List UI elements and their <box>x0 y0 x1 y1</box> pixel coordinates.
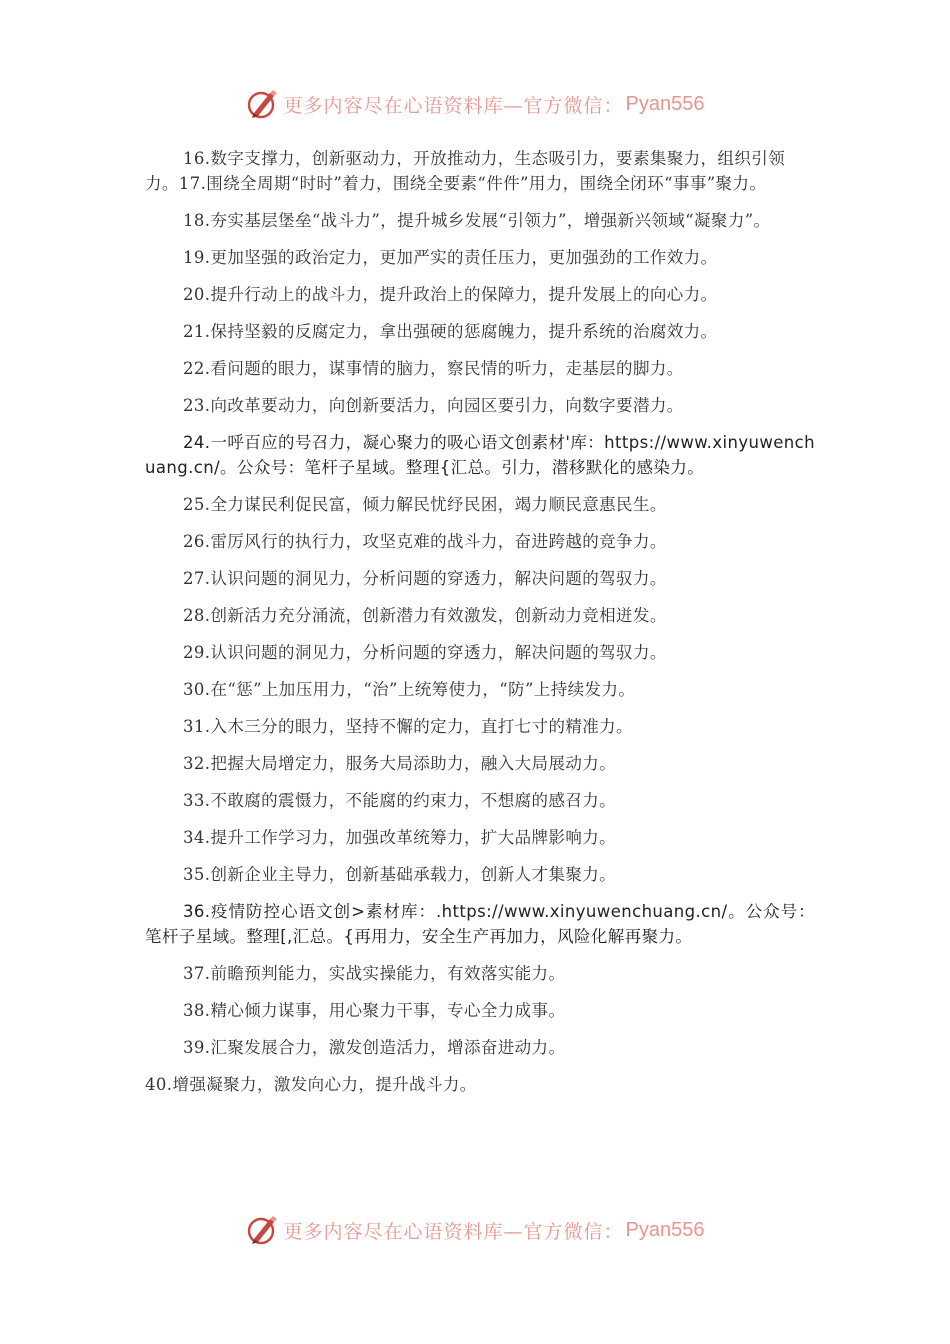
header-banner <box>0 82 950 126</box>
banner-text: 更多内容尽在心语资料库—官方微信： <box>283 94 624 117</box>
pen-logo-icon <box>246 87 280 121</box>
paragraph-23: 23.向改革要动力，向创新要活力，向园区要引力，向数字要潜力。 <box>183 396 684 415</box>
paragraph-34: 34.提升工作学习力，加强改革统筹力，扩大品牌影响力。 <box>183 828 617 847</box>
paragraph-33: 33.不敢腐的震慑力，不能腐的约束力，不想腐的感召力。 <box>183 791 617 810</box>
paragraph-20: 20.提升行动上的战斗力，提升政治上的保障力，提升发展上的向心力。 <box>183 285 718 304</box>
paragraph-36: 36.疫情防控心语文创>素材库：.https://www.xinyuwenchuang.cn/。公众号：笔杆子星域。整理[,汇总。{再用力，安全生产再加力，风险化解再聚力。 <box>145 902 815 946</box>
pen-logo-icon <box>246 1213 280 1247</box>
paragraph-21: 21.保持坚毅的反腐定力，拿出强硬的惩腐魄力，提升系统的治腐效力。 <box>183 322 718 341</box>
paragraph-28: 28.创新活力充分涌流，创新潜力有效激发，创新动力竞相迸发。 <box>183 606 667 625</box>
paragraph-24: 24.一呼百应的号召力，凝心聚力的吸心语文创素材'库：https://www.xinyuwenchuang.cn/。公众号：笔杆子星域。整理{汇总。引力，潜移默化的感染力。 <box>145 433 815 477</box>
paragraph-39: 39.汇聚发展合力，激发创造活力，增添奋进动力。 <box>183 1038 566 1057</box>
paragraph-35: 35.创新企业主导力，创新基础承载力，创新人才集聚力。 <box>183 865 617 884</box>
paragraph-37: 37.前瞻预判能力，实战实操能力，有效落实能力。 <box>183 964 566 983</box>
document-body <box>145 146 815 1109</box>
banner-handle: Pyan556 <box>625 92 705 115</box>
paragraph-27: 27.认识问题的洞见力，分析问题的穿透力，解决问题的驾驭力。 <box>183 569 667 588</box>
paragraph-25: 25.全力谋民利促民富，倾力解民忧纾民困，竭力顺民意惠民生。 <box>183 495 667 514</box>
footer-banner <box>0 1208 950 1252</box>
paragraph-38: 38.精心倾力谋事，用心聚力干事，专心全力成事。 <box>183 1001 566 1020</box>
paragraph-32: 32.把握大局增定力，服务大局添助力，融入大局展动力。 <box>183 754 617 773</box>
paragraph-40: 40.增强凝聚力，激发向心力，提升战斗力。 <box>145 1075 477 1094</box>
paragraph-18: 18.夯实基层堡垒“战斗力”，提升城乡发展“引领力”，增强新兴领域“凝聚力”。 <box>183 211 771 230</box>
paragraph-26: 26.雷厉风行的执行力，攻坚克难的战斗力，奋进跨越的竞争力。 <box>183 532 667 551</box>
paragraph-19: 19.更加坚强的政治定力，更加严实的责任压力，更加强劲的工作效力。 <box>183 248 718 267</box>
banner-text: 更多内容尽在心语资料库—官方微信： <box>283 1220 624 1243</box>
paragraph-16: 16.数字支撑力，创新驱动力，开放推动力，生态吸引力，要素集聚力，组织引领力。17.围绕全周期“时时”着力，围绕全要素“件件”用力，围绕全闭环“事事”聚力。 <box>145 149 786 193</box>
paragraph-22: 22.看问题的眼力，谋事情的脑力，察民情的听力，走基层的脚力。 <box>183 359 684 378</box>
banner-handle: Pyan556 <box>625 1218 705 1241</box>
paragraph-29: 29.认识问题的洞见力，分析问题的穿透力，解决问题的驾驭力。 <box>183 643 667 662</box>
paragraph-30: 30.在“惩”上加压用力，“治”上统筹使力，“防”上持续发力。 <box>183 680 636 699</box>
paragraph-31: 31.入木三分的眼力，坚持不懈的定力，直打七寸的精准力。 <box>183 717 633 736</box>
